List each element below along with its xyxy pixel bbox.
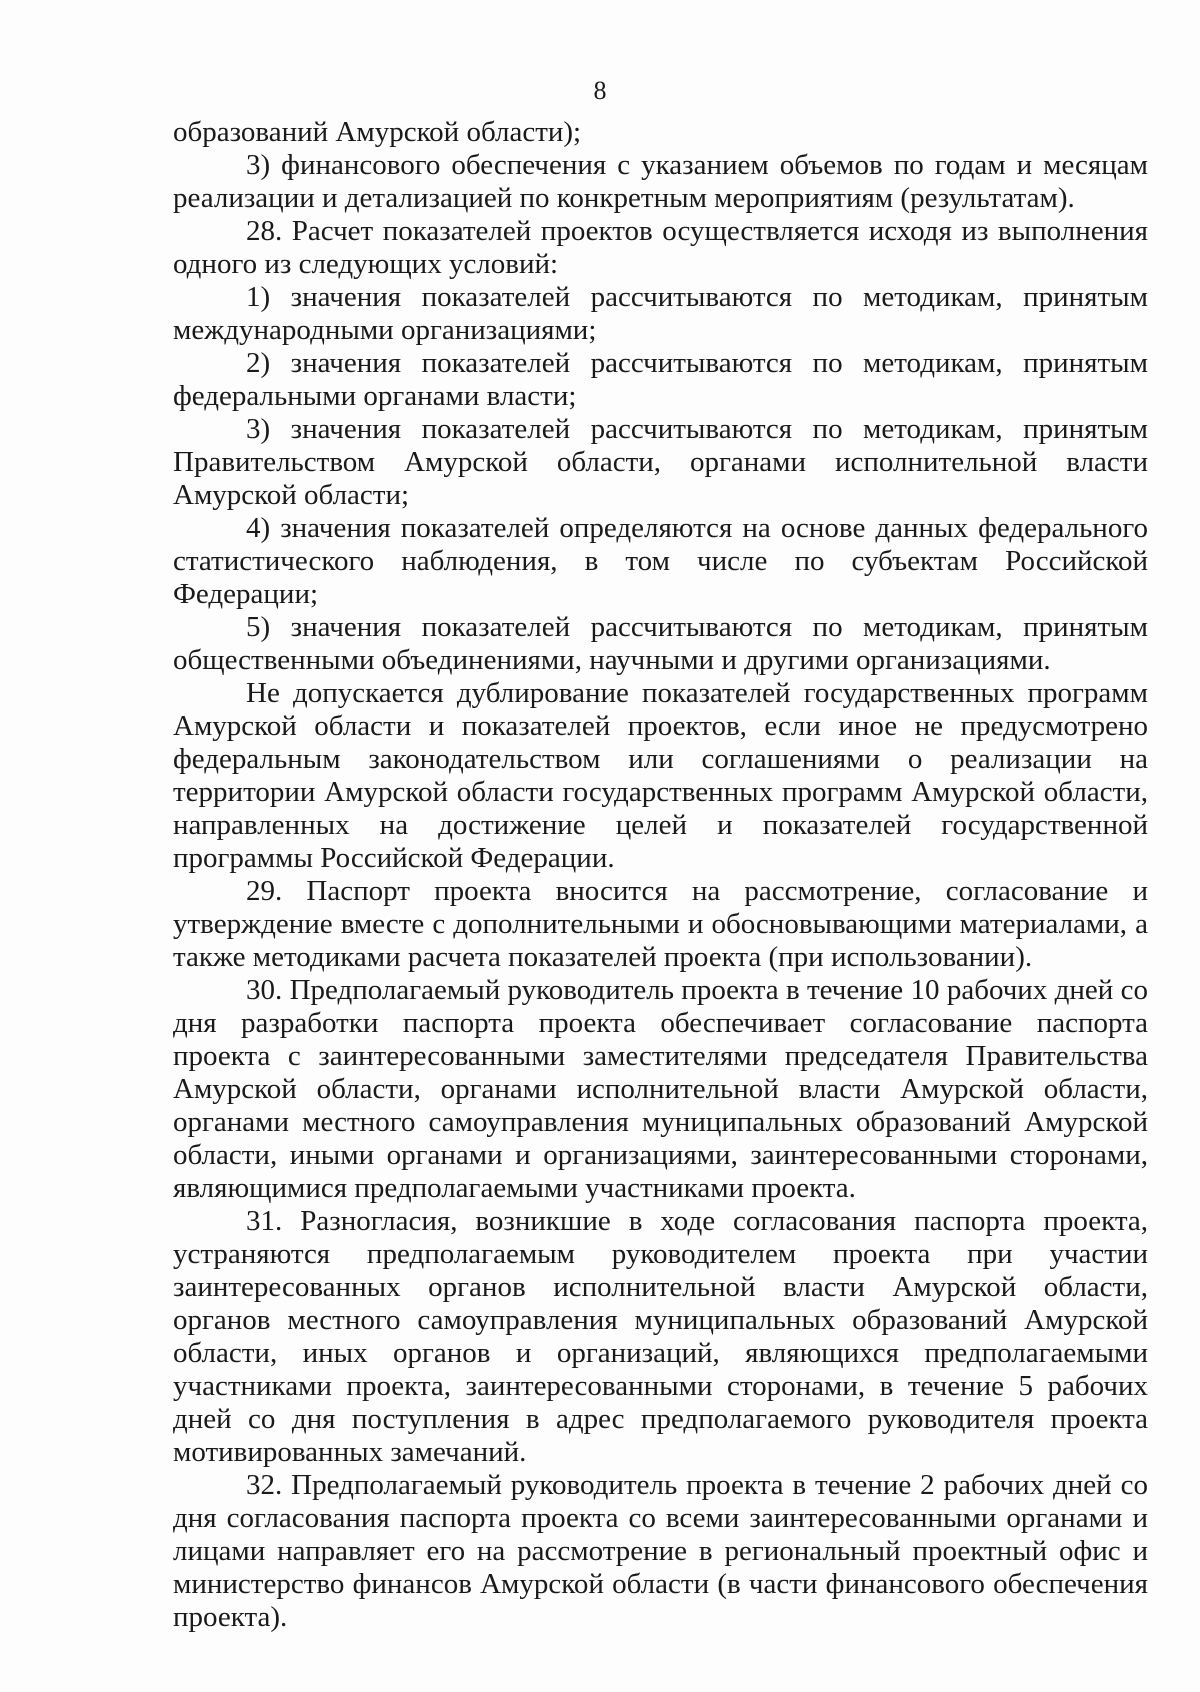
paragraph: 5) значения показателей рассчитываются по методикам, принятым общественными объединениями, научными и другими организациями. [173, 611, 1148, 676]
paragraph: 32. Предполагаемый руководитель проекта в течение 2 рабочих дней со дня согласования паспорта проекта со всеми заинтересованными органами и лицами направляет его на рассмотрение в региональный проектный офис и министерство финансов Амурской области (в части финансового обеспечения проекта). [173, 1469, 1148, 1633]
paragraph: 29. Паспорт проекта вносится на рассмотрение, согласование и утверждение вместе с дополнительными и обосновывающими материалами, а также методиками расчета показателей проекта (при использовании). [173, 875, 1148, 973]
paragraph: 1) значения показателей рассчитываются по методикам, принятым международными организациями; [173, 281, 1148, 346]
paragraph: 30. Предполагаемый руководитель проекта в течение 10 рабочих дней со дня разработки паспорта проекта обеспечивает согласование паспорта проекта с заинтересованными заместителями председателя Правительства Амурской области, органами исполнительной власти Амурской области, органами местного самоуправления муниципальных образований Амурской области, иными органами и организациями, заинтересованными сторонами, являющимися предполагаемыми участниками проекта. [173, 974, 1148, 1204]
paragraph: образований Амурской области); [173, 116, 582, 148]
paragraph: 2) значения показателей рассчитываются по методикам, принятым федеральными органами власти; [173, 347, 1148, 412]
paragraph: 3) значения показателей рассчитываются по методикам, принятым Правительством Амурской области, органами исполнительной власти Амурской области; [173, 413, 1148, 511]
paragraph: 31. Разногласия, возникшие в ходе согласования паспорта проекта, устраняются предполагаемым руководителем проекта при участии заинтересованных органов исполнительной власти Амурской области, органов местного самоуправления муниципальных образований Амурской области, иных органов и организаций, являющихся предполагаемыми участниками проекта, заинтересованными сторонами, в течение 5 рабочих дней со дня поступления в адрес предполагаемого руководителя проекта мотивированных замечаний. [173, 1205, 1148, 1468]
paragraph: 28. Расчет показателей проектов осуществляется исходя из выполнения одного из следующих условий: [173, 215, 1148, 280]
page-number: 8 [593, 76, 607, 105]
paragraph: 3) финансового обеспечения с указанием объемов по годам и месяцам реализации и детализацией по конкретным мероприятиям (результатам). [173, 149, 1148, 214]
document-body [173, 116, 1148, 1634]
paragraph: Не допускается дублирование показателей государственных программ Амурской области и показателей проектов, если иное не предусмотрено федеральным законодательством или соглашениями о реализации на территории Амурской области государственных программ Амурской области, направленных на достижение целей и показателей государственной программы Российской Федерации. [173, 677, 1148, 874]
paragraph: 4) значения показателей определяются на основе данных федерального статистического наблюдения, в том числе по субъектам Российской Федерации; [173, 512, 1148, 610]
